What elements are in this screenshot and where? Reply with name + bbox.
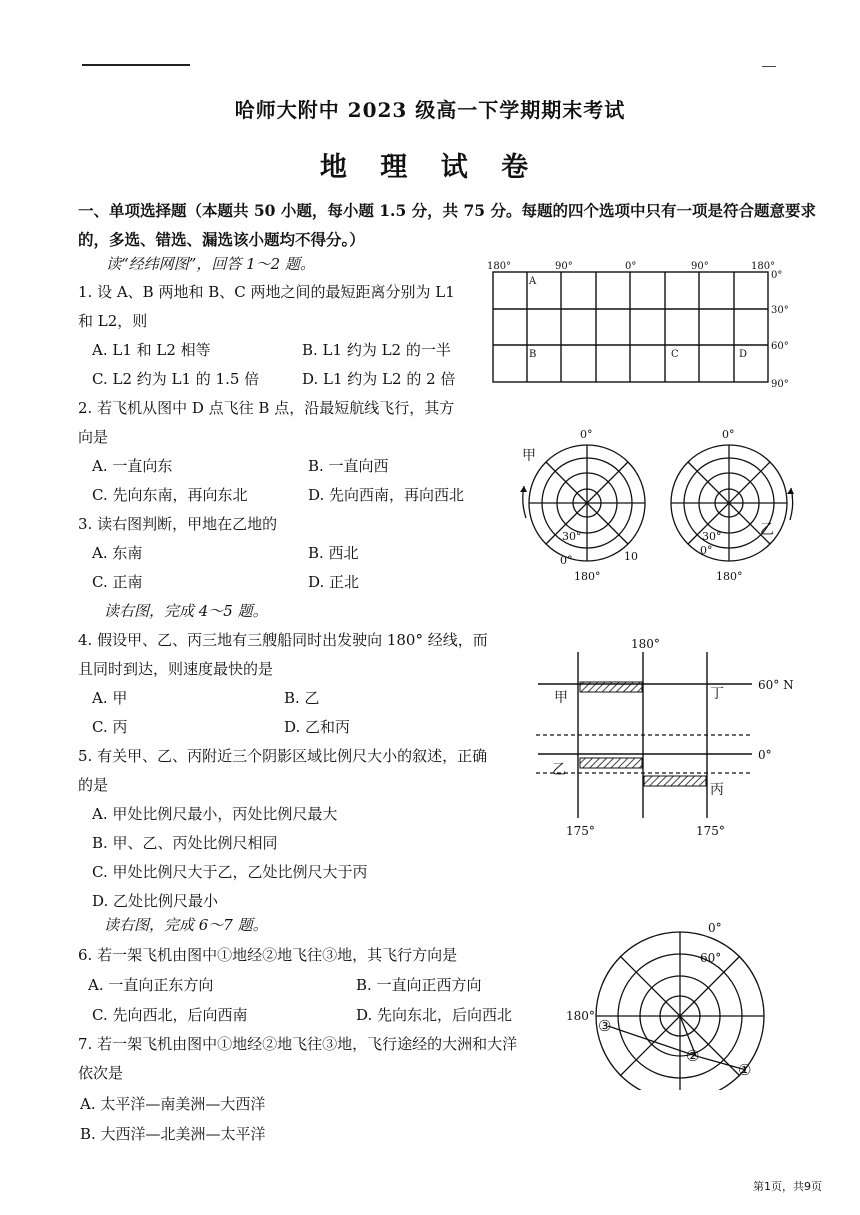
q3-option-b: B. 西北 [308,544,359,562]
q6-option-c: C. 先向西北，后向西南 [92,1006,248,1024]
point-d: D [739,349,748,360]
left-lat-label: 30° [562,530,582,543]
right-pole-top-label: 0° [722,428,735,441]
section-heading: 一、单项选择题（本题共 50 小题，每小题 1.5 分，共 75 分。每题的四个选项中只有一项是符合题意要求的，多选、错选、漏选该小题均不得分。） [78,201,816,249]
header-rule [82,64,190,66]
exam-subject: 地 理 试 卷 [319,152,541,183]
q6-option-d: D. 先向东北，后向西北 [356,1006,513,1024]
q5-option-d: D. 乙处比例尺最小 [92,892,219,910]
q5-option-a: A. 甲处比例尺最小，丙处比例尺最大 [92,805,338,823]
q4-option-c: C. 丙 [92,718,128,736]
q1-stem-cont: 和 L2，则 [78,312,148,330]
left-lon-label: 10 [624,550,638,563]
place-ding: 丁 [710,686,724,702]
place-yi: 乙 [760,522,774,538]
right-pole-bottom-label: 180° [716,570,743,583]
place-jia: 甲 [554,690,568,706]
q1-stem: 1. 设 A、B 两地和 B、C 两地之间的最短距离分别为 L1 [78,283,455,301]
q7-option-a: A. 太平洋—南美洲—大西洋 [80,1095,266,1113]
lat-60n-label: 60° N [758,678,794,692]
point-a: A [529,276,537,287]
lat-0-label: 0° [758,748,772,762]
meridian-175-right-label: 175° [696,824,725,838]
polar-0-label: 0° [708,921,722,935]
q1-option-b: B. L1 约为 L2 的一半 [302,341,451,359]
left-pole-top-label: 0° [580,428,593,441]
q2-stem: 2. 若飞机从图中 D 点飞往 B 点，沿最短航线飞行，其方 [78,399,455,417]
point-2-marker: ② [686,1047,700,1065]
place-bing: 丙 [710,782,724,798]
point-3-marker: ③ [598,1017,612,1035]
q7-stem: 7. 若一架飞机由图中①地经②地飞往③地，飞行途经的大洲和大洋 [78,1035,518,1053]
q2-stem-cont: 向是 [78,428,109,446]
q1-option-d: D. L1 约为 L2 的 2 倍 [302,370,456,388]
q2-option-c: C. 先向东南，再向东北 [92,486,248,504]
q7-option-b: B. 大西洋—北美洲—太平洋 [80,1125,266,1143]
q1-option-a: A. L1 和 L2 相等 [92,341,211,359]
shaded-regions-figure [520,632,810,842]
intro-3: 读右图，完成 6～7 题。 [104,916,268,934]
q4-stem-cont: 且同时到达，则速度最快的是 [78,660,274,678]
point-1-marker: ① [738,1061,752,1079]
q4-option-b: B. 乙 [284,689,320,707]
q2-option-d: D. 先向西南，再向西北 [308,486,465,504]
polar-route-figure [560,910,790,1090]
q6-option-b: B. 一直向正西方向 [356,976,482,994]
point-b: B [529,349,537,360]
grid-lat-label: 30° [771,305,789,316]
page-number: 第1页，共9页 [753,1180,822,1193]
exam-title: 哈师大附中 2023 级高一下学期期末考试 [234,98,626,122]
grid-lat-label: 60° [771,341,789,352]
q5-stem-cont: 的是 [78,776,109,794]
q3-stem: 3. 读右图判断，甲地在乙地的 [78,515,278,533]
q3-option-d: D. 正北 [308,573,360,591]
intro-2: 读右图，完成 4～5 题。 [104,602,268,620]
q5-stem: 5. 有关甲、乙、丙附近三个阴影区域比例尺大小的叙述，正确 [78,747,488,765]
q4-option-d: D. 乙和丙 [284,718,351,736]
place-jia: 甲 [522,448,536,464]
header-dash [762,66,776,67]
left-pole-bottom-label: 180° [574,570,601,583]
meridian-180-label: 180° [631,637,660,651]
q6-stem: 6. 若一架飞机由图中①地经②地飞往③地，其飞行方向是 [78,946,458,964]
grid-lat-label: 0° [771,270,783,281]
polar-ring-label: 60° [700,951,722,965]
left-zero-label: 0° [560,554,573,567]
polar-180-label: 180° [566,1009,595,1023]
right-zero-label: 0° [700,544,713,557]
q2-option-b: B. 一直向西 [308,457,389,475]
q1-option-c: C. L2 约为 L1 的 1.5 倍 [92,370,260,388]
meridian-175-left-label: 175° [566,824,595,838]
q4-option-a: A. 甲 [92,689,128,707]
intro-1: 读“经纬网图”，回答 1～2 题。 [106,255,315,273]
q6-option-a: A. 一直向正东方向 [88,976,214,994]
polar-projection-figure [510,420,800,588]
grid-lon-label: 90° [691,261,709,272]
place-yi: 乙 [552,762,566,778]
grid-lon-label: 180° [751,261,776,272]
grid-lon-label: 180° [487,261,512,272]
right-lat-label: 30° [702,530,722,543]
q4-stem: 4. 假设甲、乙、丙三地有三艘船同时出发驶向 180° 经线，而 [78,631,488,649]
grid-lon-label: 0° [625,261,637,272]
q3-option-c: C. 正南 [92,573,143,591]
grid-lat-label: 90° [771,379,789,390]
graticule-grid-figure [485,256,795,392]
q7-stem-cont: 依次是 [78,1064,124,1082]
grid-lon-label: 90° [555,261,573,272]
q5-option-c: C. 甲处比例尺大于乙，乙处比例尺大于丙 [92,863,368,881]
q3-option-a: A. 东南 [92,544,143,562]
point-c: C [671,349,679,360]
q2-option-a: A. 一直向东 [92,457,173,475]
q5-option-b: B. 甲、乙、丙处比例尺相同 [92,834,278,852]
